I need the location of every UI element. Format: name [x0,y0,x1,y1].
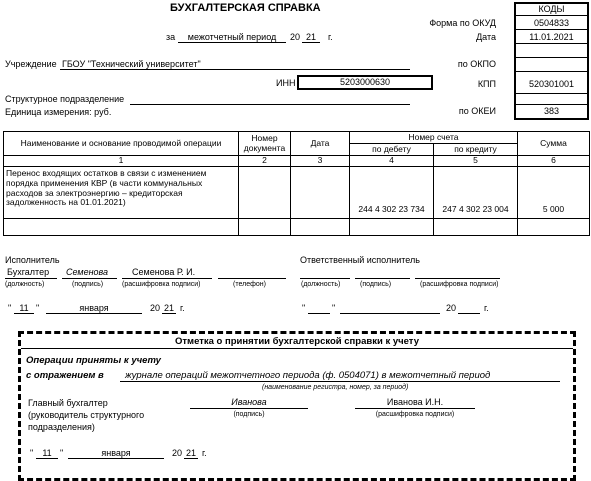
acceptance-title: Отметка о принятии бухгалтерской справки к учету [175,336,419,347]
document-title: БУХГАЛТЕРСКАЯ СПРАВКА [170,2,321,14]
resp-quote-open: " [302,303,306,313]
accept-year-prefix: 20 [172,448,183,458]
header-date: Дата [291,132,350,156]
table-row-empty [4,219,590,236]
chief-decoding-caption: (расшифровка подписи) [375,411,455,418]
kpp-code: 520301001 [528,79,575,89]
date-label: Дата [476,32,496,42]
institution-value: ГБОУ "Технический университет" [62,59,201,69]
col-number: 2 [239,156,291,167]
reflected-value: журнале операций межотчетного периода (ф. 0504071) в межотчетный период [125,370,491,381]
okei-code: 383 [543,106,560,116]
header-sum: Сумма [518,132,590,156]
col-number: 6 [518,156,590,167]
okud-label: Форма по ОКУД [429,18,496,28]
okei-label: по ОКЕИ [458,106,496,116]
resp-position-caption: (должность) [301,281,341,288]
division-underline [130,104,410,105]
codes-header: КОДЫ [538,4,565,14]
executor-year-unit: г. [180,303,185,313]
executor-year-suffix: 21 [163,303,174,313]
accept-day: 11 [42,448,52,458]
executor-position: Бухгалтер [7,267,50,277]
row-date [291,167,350,219]
division-label: Структурное подразделение [5,94,125,104]
institution-label: Учреждение [5,59,57,69]
chief-name: Иванова И.Н. [386,397,444,407]
executor-day: 11 [19,303,29,313]
resp-quote-close: " [332,303,336,313]
reflected-prefix: с отражением в [26,370,104,381]
accept-year-suffix: 21 [185,448,196,458]
row-sum: 5 000 [518,167,590,219]
accept-month: января [101,448,131,458]
col-number: 4 [350,156,434,167]
institution-underline [60,69,410,70]
date-quote-close: " [36,303,40,313]
period-for-label: за [166,32,176,42]
operations-table [3,131,590,236]
period-year-prefix: 20 [290,32,301,42]
year-underline [302,42,320,43]
period-value: межотчетный период [187,32,277,42]
chief-signature: Иванова [231,397,267,407]
decoding-caption: (расшифровка подписи) [122,281,201,288]
col-number: 3 [291,156,350,167]
position-caption: (должность) [5,281,45,288]
signature-caption: (подпись) [72,281,104,288]
okud-code: 0504833 [533,18,570,28]
accept-quote-open: " [30,448,34,458]
kpp-label: КПП [477,79,496,89]
accept-quote-close: " [60,448,64,458]
col-number: 1 [4,156,239,167]
executor-name: Семенова Р. И. [132,267,196,277]
period-year-suffix: 21 [305,32,316,42]
resp-year-unit: г. [484,303,489,313]
chief-signature-caption: (подпись) [233,411,265,418]
responsible-label: Ответственный исполнитель [300,255,420,265]
chief-line2: (руководитель структурного [28,410,145,420]
row-doc-number [239,167,291,219]
accept-year-unit: г. [202,448,207,458]
date-code: 11.01.2021 [529,32,574,42]
register-caption: (наименование регистра, номер, за период) [262,384,409,391]
resp-decoding-caption: (расшифровка подписи) [420,281,499,288]
executor-label: Исполнитель [5,255,60,265]
header-debit: по дебету [350,144,434,156]
header-doc-number: Номер документа [239,132,291,156]
phone-caption: (телефон) [233,281,266,288]
period-underline [178,42,286,43]
accepted-line: Операции приняты к учету [26,355,161,366]
inn-label: ИНН [276,78,296,88]
okpo-label: по ОКПО [457,59,496,69]
date-quote-open: " [8,303,12,313]
resp-year-prefix: 20 [446,303,457,313]
period-year-unit: г. [328,32,333,42]
table-row [4,167,590,219]
unit-label: Единица измерения: руб. [5,107,112,117]
chief-line1: Главный бухгалтер [28,398,108,408]
row-operation: Перенос входящих остатков в связи с изменением порядка применения КВР (в части коммунальных расходов за электроэнергию – кредиторская задолженность на 01.01.2021) [4,167,239,219]
executor-month: января [79,303,109,313]
executor-year-prefix: 20 [150,303,161,313]
row-credit: 247 4 302 23 004 [434,167,518,219]
header-credit: по кредиту [434,144,518,156]
chief-line3: подразделения) [28,422,95,432]
header-operation: Наименование и основание проводимой операции [4,132,239,156]
resp-signature-caption: (подпись) [360,281,392,288]
row-debit: 244 4 302 23 734 [350,167,434,219]
inn-value: 5203000630 [339,77,391,87]
executor-signature: Семенова [66,267,109,277]
col-number: 5 [434,156,518,167]
header-account-number: Номер счета [350,132,518,144]
